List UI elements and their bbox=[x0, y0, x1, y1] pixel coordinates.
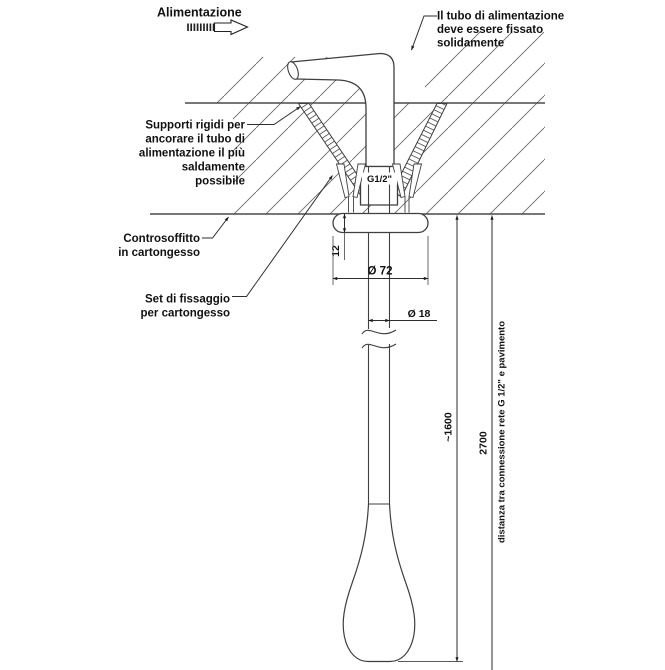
label-controsoffitto-2: in cartongesso bbox=[118, 247, 200, 259]
dimension-2700 bbox=[478, 216, 508, 670]
dim-2700-note: distanza tra connessione rete G 1/2" e pavimento bbox=[496, 320, 508, 544]
label-fissaggio-2: per cartongesso bbox=[140, 307, 230, 320]
dim-1600-label: ~1600 bbox=[442, 412, 455, 442]
label-supporti-1: Supporti rigidi per bbox=[145, 119, 245, 132]
dimension-pipe-diameter bbox=[369, 308, 438, 321]
spout bbox=[343, 504, 415, 662]
label-fissaggio-1: Set di fissaggio bbox=[145, 293, 230, 306]
dim-72-label: Ø 72 bbox=[367, 265, 393, 278]
label-supporti-3: alimentazione il più bbox=[138, 147, 245, 160]
thread-size bbox=[362, 173, 397, 186]
feed-arrow-head bbox=[215, 20, 248, 35]
label-supporti-2: ancorare il tubo di bbox=[145, 133, 245, 146]
feed-arrow-thread bbox=[188, 24, 214, 32]
label-alimentazione: Alimentazione bbox=[157, 5, 242, 20]
dimension-flange-diameter bbox=[333, 236, 428, 285]
label-tubo-2: deve essere fissato bbox=[437, 24, 544, 36]
label-supporti-4: saldamente bbox=[181, 161, 245, 174]
dim-12-label: 12 bbox=[330, 245, 342, 257]
label-controsoffitto-1: Controsoffitto bbox=[123, 233, 200, 245]
ceiling-flange bbox=[333, 214, 428, 233]
dim-18-label: Ø 18 bbox=[407, 308, 431, 320]
label-supporti-5: possibile bbox=[195, 175, 245, 188]
label-tubo-1: Il tubo di alimentazione bbox=[437, 10, 565, 23]
leader-supply-pipe bbox=[412, 16, 438, 50]
label-tubo-3: solidamente bbox=[437, 37, 505, 50]
dim-2700-label: 2700 bbox=[477, 431, 490, 455]
thread-size-label: G1/2" bbox=[366, 174, 393, 185]
pipe-break-symbol bbox=[362, 330, 396, 334]
feed-arrow bbox=[188, 20, 248, 35]
leader-ceiling bbox=[202, 217, 229, 238]
